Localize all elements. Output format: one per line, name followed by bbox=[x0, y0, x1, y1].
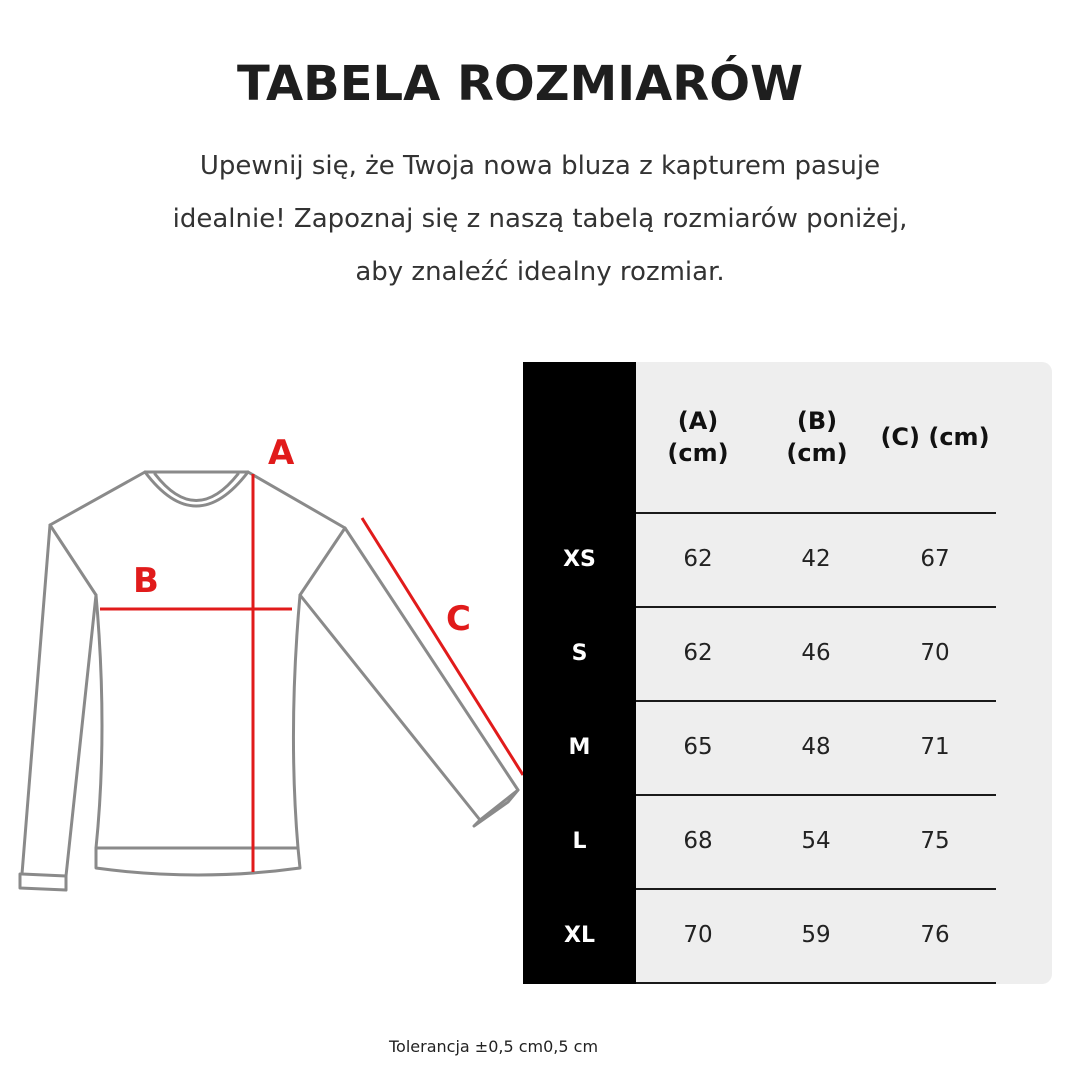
table-cell: 65 bbox=[683, 734, 713, 760]
row-divider bbox=[636, 982, 996, 984]
long-sleeve-shirt-icon bbox=[0, 420, 540, 920]
column-header-b: (B) (cm) bbox=[786, 407, 848, 467]
size-label: L bbox=[572, 829, 587, 854]
table-cell: 76 bbox=[920, 922, 950, 948]
page-subtitle bbox=[120, 140, 960, 299]
table-cell: 67 bbox=[920, 546, 950, 572]
measure-label-c: C bbox=[446, 599, 471, 639]
table-cell: 42 bbox=[801, 546, 831, 572]
tolerance-note: Tolerancja ±0,5 cm0,5 cm bbox=[389, 1037, 599, 1056]
size-label: M bbox=[568, 735, 591, 760]
measure-label-a: A bbox=[268, 433, 295, 473]
subtitle-line: idealnie! Zapoznaj się z naszą tabelą rozmiarów poniżej, bbox=[172, 204, 908, 234]
page-title: TABELA ROZMIARÓW bbox=[236, 56, 804, 112]
table-cell: 48 bbox=[801, 734, 831, 760]
subtitle-line: Upewnij się, że Twoja nowa bluza z kapturem pasuje bbox=[199, 151, 881, 181]
table-cell: 70 bbox=[683, 922, 713, 948]
table-cell: 71 bbox=[920, 734, 950, 760]
row-divider bbox=[636, 512, 996, 514]
table-cell: 46 bbox=[801, 640, 831, 666]
subtitle-line: aby znaleźć idealny rozmiar. bbox=[355, 257, 725, 287]
table-cell: 54 bbox=[801, 828, 831, 854]
table-cell: 62 bbox=[683, 546, 713, 572]
table-cell: 62 bbox=[683, 640, 713, 666]
size-column bbox=[523, 362, 636, 984]
row-divider bbox=[636, 606, 996, 608]
table-cell: 70 bbox=[920, 640, 950, 666]
column-header-c: (C) (cm) bbox=[880, 423, 990, 451]
row-divider bbox=[636, 888, 996, 890]
column-header-a: (A) (cm) bbox=[667, 407, 729, 467]
size-label: XL bbox=[564, 923, 595, 948]
size-label: S bbox=[571, 641, 588, 666]
table-cell: 68 bbox=[683, 828, 713, 854]
row-divider bbox=[636, 794, 996, 796]
measure-label-b: B bbox=[133, 561, 159, 601]
row-divider bbox=[636, 700, 996, 702]
size-label: XS bbox=[563, 547, 596, 572]
table-cell: 75 bbox=[920, 828, 950, 854]
table-cell: 59 bbox=[801, 922, 831, 948]
